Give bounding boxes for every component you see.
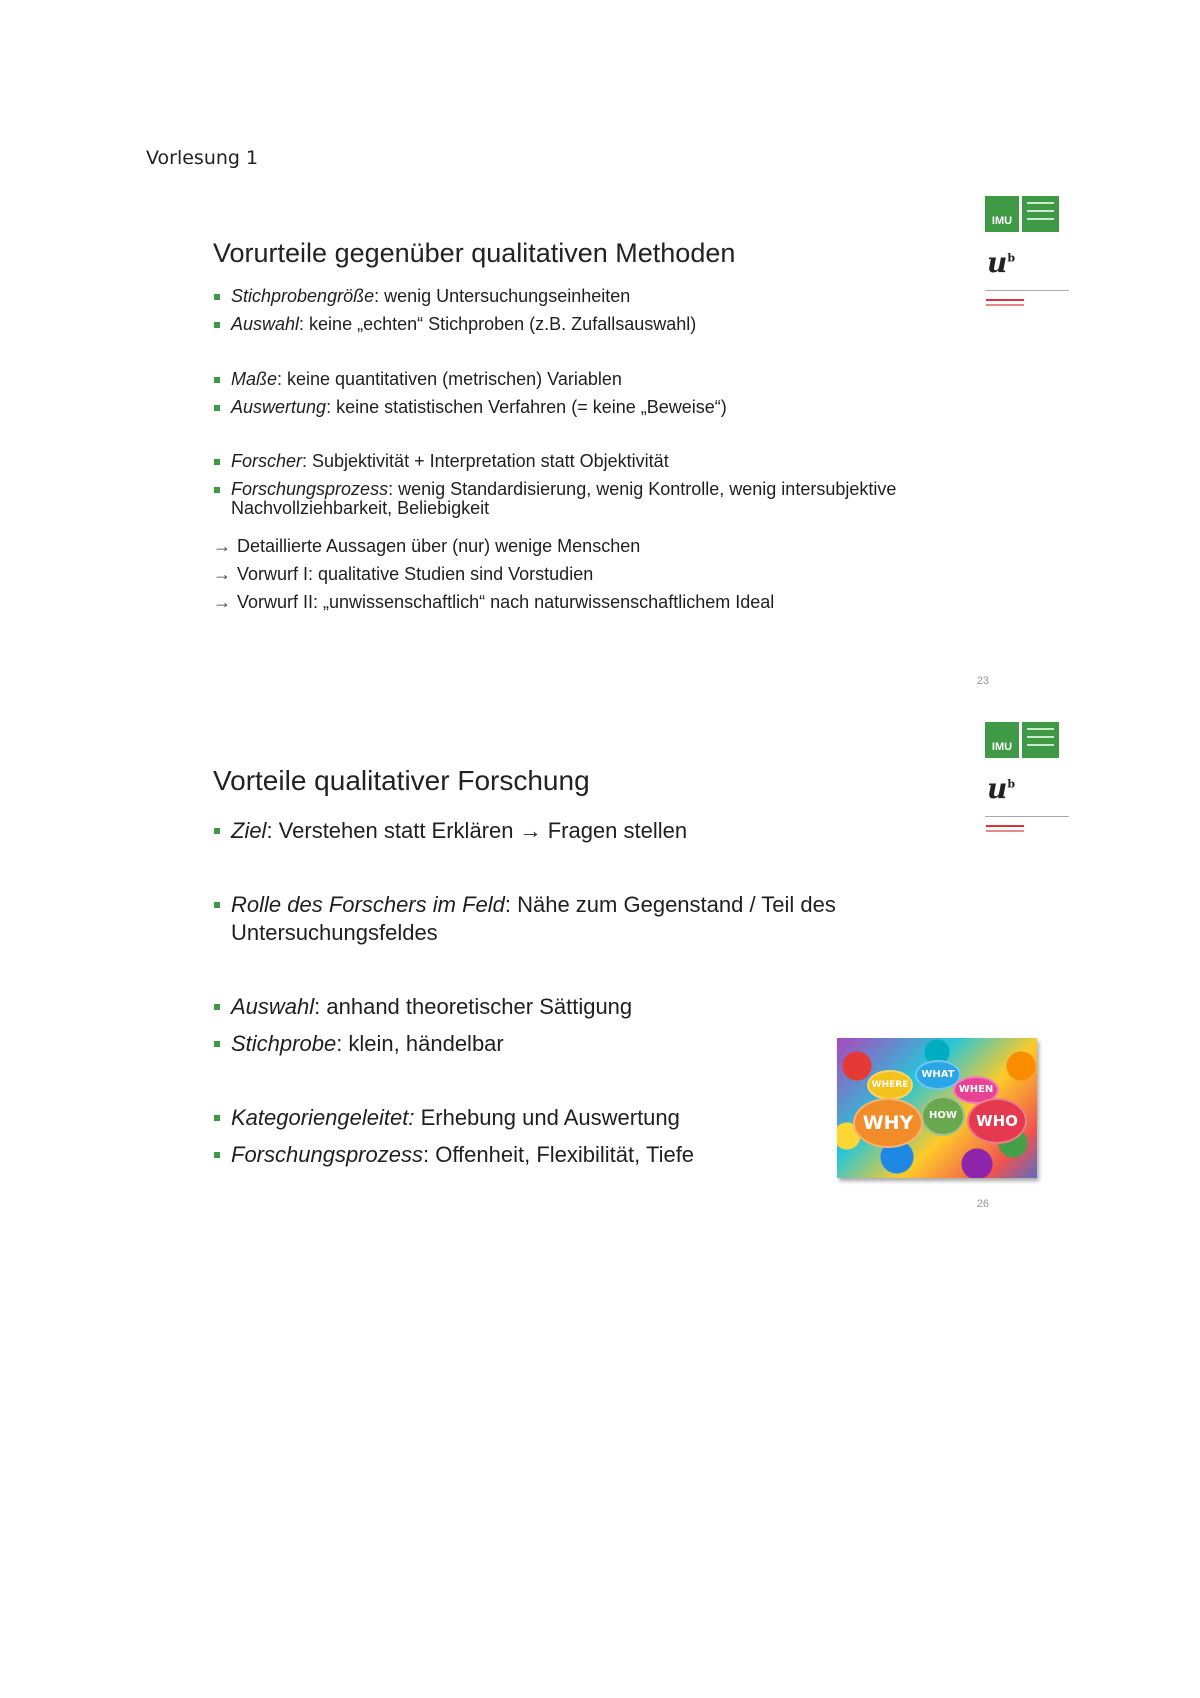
when-bubble: WHEN	[953, 1076, 999, 1104]
who-bubble: WHO	[967, 1098, 1027, 1144]
slide-page-number: 23	[976, 675, 989, 687]
imu-logo: IMU	[985, 196, 1019, 232]
arrow-right-icon: →	[213, 564, 231, 584]
page-header: Vorlesung 1	[146, 147, 259, 169]
unibern-wordmark	[986, 299, 1024, 301]
bullet-group-2	[213, 370, 727, 417]
slide-title: Vorurteile gegenüber qualitativen Methoden	[213, 238, 736, 268]
slide-1	[205, 190, 1075, 690]
bullet-group-1	[213, 287, 696, 334]
university-logos	[985, 722, 1069, 840]
imu-logo: IMU	[985, 722, 1019, 758]
list-item: Rolle des Forschers im Feld: Nähe zum Gegenstand / Teil des Untersuchungsfeldes	[213, 891, 873, 947]
what-bubble: WHAT	[915, 1060, 961, 1090]
conclusion-item: → Vorwurf I: qualitative Studien sind Vorstudien	[213, 560, 774, 588]
list-item: Forscher: Subjektivität + Interpretation statt Objektivität	[213, 452, 933, 471]
slide-title: Vorteile qualitativer Forschung	[213, 765, 590, 796]
why-bubble: WHY	[853, 1098, 923, 1148]
list-item: Stichprobengröße: wenig Untersuchungseinheiten	[213, 287, 696, 306]
list-item: Ziel: Verstehen statt Erklären → Fragen stellen	[213, 817, 873, 845]
list-item: Forschungsprozess: Offenheit, Flexibilität, Tiefe	[213, 1141, 873, 1169]
slide-page-number: 26	[976, 1198, 989, 1210]
conclusion-list	[213, 532, 774, 616]
logo-divider	[985, 290, 1069, 291]
list-item: Auswahl: anhand theoretischer Sättigung	[213, 993, 873, 1021]
unibern-logo: $u^b$	[987, 246, 1016, 279]
how-bubble: HOW	[921, 1096, 965, 1136]
bullet-group-3	[213, 452, 933, 518]
imu-logo-text-block	[1022, 196, 1059, 232]
list-item: Kategoriengeleitet: Erhebung und Auswertung	[213, 1104, 873, 1132]
slide-2	[205, 720, 1075, 1220]
list-item: Stichprobe: klein, händelbar	[213, 1030, 873, 1058]
conclusion-item: → Vorwurf II: „unwissenschaftlich“ nach naturwissenschaftlichem Ideal	[213, 588, 774, 616]
logo-divider	[985, 816, 1069, 817]
question-words-image	[837, 1038, 1037, 1178]
list-item: Maße: keine quantitativen (metrischen) Variablen	[213, 370, 727, 389]
advantages-list	[213, 817, 873, 1169]
unibern-wordmark	[986, 825, 1024, 827]
list-item: Auswertung: keine statistischen Verfahren (= keine „Beweise“)	[213, 398, 727, 417]
list-item: Forschungsprozess: wenig Standardisierung, wenig Kontrolle, wenig intersubjektive Nachvollziehbarkeit, Beliebigkeit	[213, 480, 933, 518]
university-logos	[985, 196, 1069, 314]
arrow-right-icon: →	[213, 536, 231, 556]
conclusion-item: → Detaillierte Aussagen über (nur) wenige Menschen	[213, 532, 774, 560]
list-item: Auswahl: keine „echten“ Stichproben (z.B. Zufallsauswahl)	[213, 315, 696, 334]
where-bubble: WHERE	[867, 1070, 913, 1100]
unibern-logo: $u^b$	[987, 772, 1016, 805]
imu-logo-text-block	[1022, 722, 1059, 758]
arrow-right-icon: →	[213, 592, 231, 612]
